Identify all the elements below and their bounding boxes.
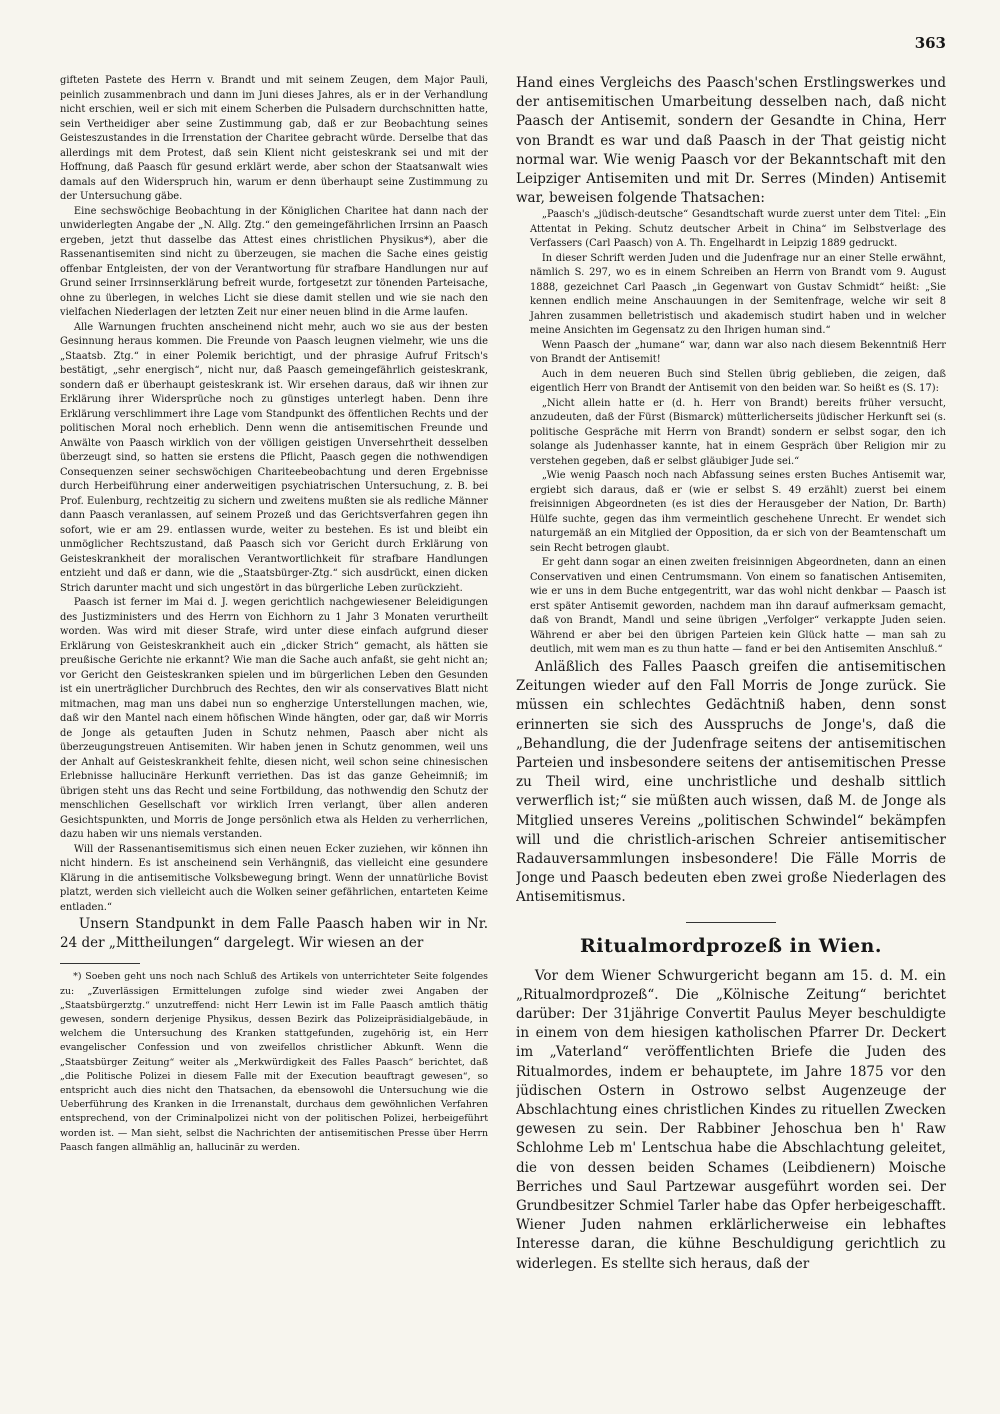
paragraph: Eine sechswöchige Beobachtung in der Königlichen Charitee hat dann nach der unwiderlegten Angabe der „N. Allg. Ztg.“ den gemeingefährlichen Irrsinn an Paasch ergeben, jetzt thut dasselbe das Attest eines christlichen Physikus*), aber die Rassenantisemiten sind nicht zu überzeugen, sie machen die Sache eines geistig offenbar Entgleisten, der von der Verantwortung für strafbare Handlungen nur auf Grund seiner Irrsinnserklärung befreit wurde, fortgesetzt zur tönenden Parteisache, ohne zu überlegen, in welches Licht sie diese damit stellen und wie sie nach den vielfachen Niederlagen der letzten Zeit nur einer neuen blind in die Arme laufen. (60, 205, 488, 318)
quote-paragraph: Auch in dem neueren Buch sind Stellen übrig geblieben, die zeigen, daß eigentlich Herr von Brandt der Antisemit von den beiden war. So heißt es (S. 17): (530, 368, 946, 395)
section-heading: Ritualmordprozeß in Wien. (580, 934, 882, 957)
paragraph: Hand eines Vergleichs des Paasch'schen Erstlingswerkes und der antisemitischen Umarbeitung desselben nach, daß nicht Paasch der Antisemit, sondern der Gesandte in China, Herr von Brandt es war und daß Paasch in der That geistig nicht normal war. Wie wenig Paasch vor der Bekanntschaft mit den Leipziger Antisemiten und mit Dr. Serres (Minden) Antisemit war, beweisen folgende Thatsachen: (516, 75, 946, 207)
footnote-text: *) Soeben geht uns noch nach Schluß des Artikels von unterrichteter Seite folgendes zu: „Zuverlässigen Ermittelungen zufolge sind wieder zwei Angaben der „Staatsbürgerztg.“ unzutreffend: nicht Herr Lewin ist im Falle Paasch amtlich thätig gewesen, sondern derjenige Physikus, dessen Bezirk das Polizeipräsidialgebäude, in welchem die Untersuchung des Kranken stattgefunden, zugehörig ist, ein Herr evangelischer Confession und von zweifellos christlicher Abkunft. Wenn die „Staatsbürger Zeitung“ weiter als „Merkwürdigkeit des Falles Paasch“ berichtet, daß „die Politische Polizei in diesem Falle mit der Execution beauftragt gewesen“, so entspricht auch dies nicht den Thatsachen, da ebensowohl die Untersuchung wie die Ueberführung des Kranken in die Irrenanstalt, durchaus dem gewöhnlichen Verfahren entsprechend, von der Criminalpolizei nicht von der politischen Polizei, herbeigeführt worden ist. — Man sieht, selbst die Nachrichten der antisemitischen Presse über Herrn Paasch fangen allmählig an, hallucinär zu werden. (60, 971, 488, 1153)
quote-paragraph: In dieser Schrift werden Juden und die Judenfrage nur an einer Stelle erwähnt, nämlich S. 297, wo es in einem Schreiben an Herrn von Brandt vom 9. August 1888, gezeichnet Carl Paasch „in Gegenwart von Gustav Schmidt“ heißt: „Sie kennen endlich meine Anschauungen in der Semitenfrage, welche wir seit 8 Jahren zusammen belletristisch und akademisch studirt haben und in welcher meine Ansichten im Gegensatz zu den Ihrigen human sind.“ (530, 252, 946, 337)
paragraph: Unsern Standpunkt in dem Falle Paasch haben wir in Nr. 24 der „Mittheilungen“ dargelegt. Wir wiesen an der (60, 916, 488, 952)
footnote-divider (60, 963, 140, 964)
quote-paragraph: „Wie wenig Paasch noch nach Abfassung seines ersten Buches Antisemit war, ergiebt sich daraus, daß er (wie er selbst S. 49 erzählt) zuerst bei einem freisinnigen Abgeordneten (es ist dies der Herausgeber der Nation, Dr. Barth) Hülfe suchte, gegen das ihm vermeintlich geschehene Unrecht. Er wendet sich naturgemäß an ein Mitglied der Opposition, da er sich von der Beamtenschaft um sein Recht betrogen glaubt. (530, 470, 946, 554)
right-column (516, 74, 946, 1374)
quote-paragraph: „Nicht allein hatte er (d. h. Herr von Brandt) bereits früher versucht, anzudeuten, daß der Fürst (Bismarck) mütterlicherseits jüdischer Herkunft sei (s. politische Gespräche mit Herrn von Brandt) sondern er selbst sogar, den ich solange als Judenhasser kannte, hat in einem Gespräch über Religion mir zu verstehen gegeben, daß er selbst gläubiger Jude sei.“ (530, 397, 946, 467)
footnote (60, 970, 488, 1155)
quoted-passage (530, 208, 946, 658)
page-number: 363 (914, 34, 946, 52)
left-column (60, 74, 488, 1354)
paragraph: gifteten Pastete des Herrn v. Brandt und mit seinem Zeugen, dem Major Pauli, peinlich zusammenbrach und dann im Juni dieses Jahres, als er in der Verhandlung nicht erschien, weil er sich mit einem Scherben die Pulsadern durchschnitten hatte, sein Vertheidiger aber seine Zustimmung gab, daß er zur Beobachtung seines Geisteszustandes in die Irrenstation der Charitee gebracht würde. Derselbe that das allerdings mit dem Protest, daß sein Klient nicht geisteskrank sei und mit der Hoffnung, daß Paasch für gesund erklärt werde, aber schon der Staatsanwalt wies damals auf den Widerspruch hin, warum er denn überhaupt seine Zustimmung zu der Untersuchung gäbe. (60, 75, 488, 202)
section-divider (686, 922, 776, 923)
paragraph: Will der Rassenantisemitismus sich einen neuen Ecker zuziehen, wir können ihn nicht hindern. Es ist anscheinend sein Verhängniß, das vielleicht eine gesundere Klärung in die antisemitische Volksbewegung bringt. Wenn der unnatürliche Bovist platzt, werden sich vielleicht auch die Wolken seiner gefährlichen, entarteten Keime entladen.“ (60, 843, 488, 913)
paragraph: Paasch ist ferner im Mai d. J. wegen gerichtlich nachgewiesener Beleidigungen des Justizministers und des Herrn von Eichhorn zu 1 Jahr 3 Monaten verurtheilt worden. Was wird mit dieser Strafe, wird unter diese einfach aufgrund dieser Erklärung von Geisteskrankheit auch ein „dicker Strich“ gemacht, als hätten sie preußische Gerichte nie erkannt? Wie man die Sache auch anfaßt, sie geht nicht an; vor Gericht den Geisteskranken spielen und im bürgerlichen Leben den Gesunden ist ein unerträglicher Durchbruch des Rechtes, den wir als conservatives Blatt nicht mitmachen, mag man uns dabei nun so engherzige Unterstellungen machen, wie, daß wir den Mantel nach einem höfischen Winde hängten, oder gar, daß wir Morris de Jonge als getauften Juden in Schutz nehmen, Paasch aber nicht als überzeugungstreuen Antisemiten. Wir haben jenen in Schutz genommen, weil uns der Anhalt auf Geisteskrankheit fehlte, diesen nicht, weil schon seine chinesischen Erlebnisse hallucinäre Herkunft verriethen. Das ist das ganze Geheimniß; im übrigen steht uns das Recht und seine Fortbildung, das nothwendig den Schutz der menschlichen Gesellschaft vor wirklich Irren verlangt, über allen anderen Gesichtspunkten, und Morris de Jonge persönlich etwa als Helden zu verherrlichen, dazu haben wir uns niemals verstanden. (60, 597, 488, 840)
quote-paragraph: „Paasch's „jüdisch-deutsche“ Gesandtschaft wurde zuerst unter dem Titel: „Ein Attentat in Peking. Schutz deutscher Arbeit in China“ im Selbstverlage des Verfassers (Carl Paasch) von A. Th. Engelhardt in Leipzig 1889 gedruckt. (530, 209, 946, 250)
paragraph: Vor dem Wiener Schwurgericht begann am 15. d. M. ein „Ritualmordprozeß“. Die „Kölnische Zeitung“ berichtet darüber: Der 31jährige Convertit Paulus Meyer beschuldigte in einem von dem hiesigen katholischen Pfarrer Dr. Deckert im „Vaterland“ veröffentlichten Briefe die Juden des Ritualmordes, indem er behauptete, im Jahre 1875 vor den jüdischen Ostern in Ostrowo selbst Augenzeuge der Abschlachtung eines christlichen Kindes zu rituellen Zwecken gewesen zu sein. Der Rabbiner Jehoschua ben h' Raw Schlohme Leb m' Lentschua habe die Abschlachtung geleitet, die von dessen beiden Schames (Leibdienern) Moische Berriches und Saul Partzewar ausgeführt worden sei. Der Grundbesitzer Schmiel Tarler habe das Opfer herbeigeschafft. Wiener Juden nahmen erklärlicherweise ein lebhaftes Interesse daran, die kühne Beschuldigung gerichtlich zu widerlegen. Es stellte sich heraus, daß der (516, 967, 946, 1272)
paragraph: Alle Warnungen fruchten anscheinend nicht mehr, auch wo sie aus der besten Gesinnung heraus kommen. Die Freunde von Paasch leugnen vielmehr, wie uns die „Staatsb. Ztg.“ in einer Polemik berichtigt, und der phrasige Aufruf Fritsch's bestätigt, „sehr energisch“, nicht nur, daß Paasch gemeingefährlich geisteskrank, sondern daß er überhaupt geisteskrank ist. Wir ersehen daraus, daß wir ihnen zur Erklärung ihrer Widersprüche noch zu günstiges unterlegt haben. Denn ihre Erklärung verschlimmert ihre Lage vom Standpunkt des öffentlichen Rechts und der politischen Moral noch erheblich. Denn wenn die antisemitischen Freunde und Anwälte von Paasch wirklich von der völligen geistigen Unversehrtheit desselben überzeugt sind, so hatten sie erstens die Pflicht, Paasch gegen die nothwendigen Consequenzen seiner sechswöchigen Chariteebeobachtung und deren Ergebnisse durch Herbeiführung einer anderweitigen psychiatrischen Untersuchung, z. B. bei Prof. Eulenburg, rechtzeitig zu sichern und zweitens mußten sie als redliche Männer dann Paasch veranlassen, auf seinem Prozeß und das Gerichtsverfahren gegen ihn sofort, wie er am 29. entlassen wurde, weiter zu bestehen. Es ist und bleibt ein unmöglicher Rechtszustand, daß Paasch sich vor Gericht durch Erklärung von Geisteskrankheit der moralischen Verantwortlichkeit für strafbare Handlungen entzieht und daß er dann, wie die „Staatsbürger-Ztg.“ sich ausdrückt, einen dicken Strich darunter macht und sich ungestört in das bürgerliche Leben zurückzieht. (60, 321, 488, 594)
quote-paragraph: Wenn Paasch der „humane“ war, dann war also nach diesem Bekenntniß Herr von Brandt der Antisemit! (530, 339, 946, 366)
paragraph: Anläßlich des Falles Paasch greifen die antisemitischen Zeitungen wieder auf den Fall Morris de Jonge zurück. Sie müssen ein schlechtes Gedächtniß haben, denn sonst erinnerten sie sich des Ausspruchs de Jonge's, daß die „Behandlung, die der Judenfrage seitens der antisemitischen Parteien und insbesondere seitens der antisemitischen Presse zu Theil wird, eine unchristliche und deshalb sittlich verwerflich ist;“ sie müßten auch wissen, daß M. de Jonge als Mitglied unseres Vereins „politischen Schwindel“ bekämpfen will und die christlich-arischen Schreier antisemitischer Radauversammlungen insbesondere! Die Fälle Morris de Jonge und Paasch bedeuten eben zwei große Niederlagen des Antisemitismus. (516, 658, 946, 906)
quote-paragraph: Er geht dann sogar an einen zweiten freisinnigen Abgeordneten, dann an einen Conservativen und einen Centrumsmann. Von einem so fanatischen Antisemiten, wie er uns in dem Buche entgegentritt, war das wohl nicht denkbar — Paasch ist erst später Antisemit geworden, nachdem man ihn darauf aufmerksam gemacht, daß von Brandt, Mandl und seine übrigen „Verfolger“ verkappte Juden seien. Während er aber bei den übrigen Parteien kein Glück hatte — man sah zu deutlich, mit wem man es zu thun hatte — fand er bei den Antisemiten Anschluß.“ (530, 557, 946, 656)
